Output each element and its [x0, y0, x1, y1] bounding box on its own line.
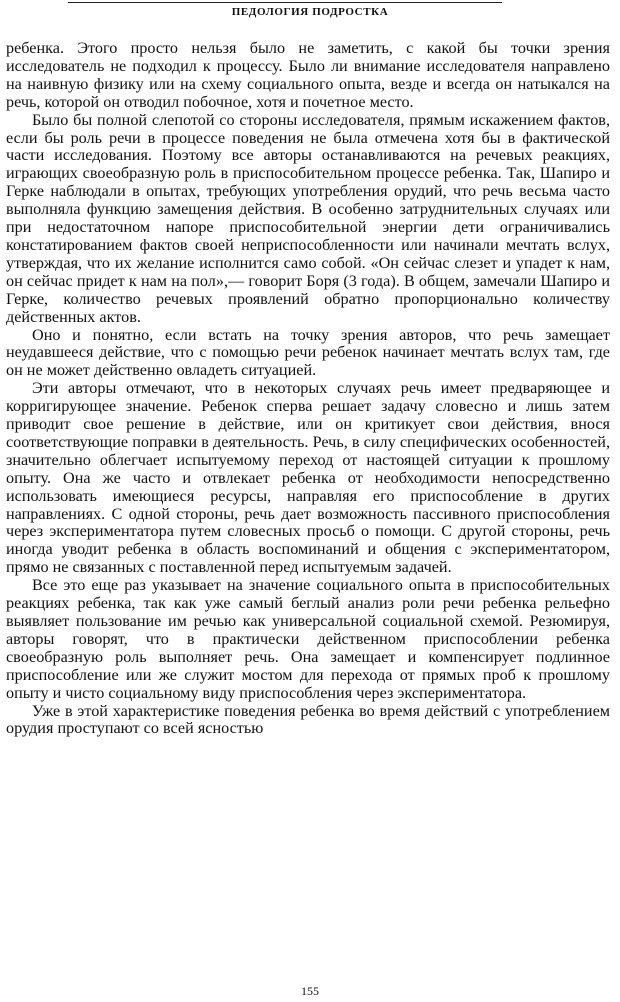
body-text	[6, 40, 610, 738]
paragraph-4: Эти авторы отмечают, что в некоторых случаях речь имеет предваряющее и корригирующее значение. Ребенок сперва решает задачу словесно и лишь затем приводит свое решение в действие, или он критикует свои действия, внося соответствующие поправки в деятельность. Речь, в силу специфических особенностей, значительно облегчает испытуемому переход от настоящей ситуации к прошлому опыту. Она же часто и отвлекает ребенка от необходимости непосредственно использовать имеющиеся ресурсы, направляя его приспособление в других направлениях. С одной стороны, речь дает возможность пассивного приспособления через экспериментатора путем словесных просьб о помощи. С другой стороны, речь иногда уводит ребенка в область воспоминаний и общения с экспериментатором, прямо не связанных с поставленной перед испытуемым задачей.	[6, 379, 610, 577]
page-number: 155	[301, 984, 319, 998]
header-rule	[68, 2, 502, 3]
paragraph-3: Оно и понятно, если встать на точку зрения авторов, что речь замещает неудавшееся действие, что с помощью речи ребенок начинает мечтать вслух там, где он не может действенно овладеть ситуацией.	[6, 325, 610, 380]
paragraph-1: ребенка. Этого просто нельзя было не заметить, с какой бы точки зрения исследователь не подходил к процессу. Было ли внимание исследователя направлено на наивную физику или на схему социального опыта, везде и всегда он натыкался на речь, которой он отводил побочное, хотя и почетное место.	[6, 39, 610, 111]
paragraph-2: Было бы полной слепотой со стороны исследователя, прямым искажением фактов, если бы роль речи в процессе поведения не была отмечена хотя бы в фактической части исследования. Поэтому все авторы останавливаются на речевых реакциях, играющих своеобразную роль в приспособительном процессе ребенка. Так, Шапиро и Герке наблюдали в опытах, требующих употребления орудий, что речь весьма часто выполняла функцию замещения действия. В особенно затруднительных случаях или при недостаточном напоре приспособительной энергии дети ограничивались констатированием фактов своей неприспособленности или начинали мечтать вслух, утверждая, что их желание исполнится само собой. «Он сейчас слезет и упадет к нам, он сейчас придет к нам на пол»,— говорит Боря (3 года). В общем, замечали Шапиро и Герке, количество речевых проявлений обратно пропорционально количеству действенных актов.	[6, 110, 610, 326]
paragraph-5: Все это еще раз указывает на значение социального опыта в приспособительных реакциях ребенка, так как уже самый беглый анализ роли речи ребенка рельефно выявляет пользование им речью как универсальной социальной схемой. Резюмируя, авторы говорят, что в практически действенном приспособлении ребенка своеобразную роль выполняет речь. Она замещает и компенсирует подлинное приспособление или же служит мостом для перехода от прямых проб к прошлому опыту и чисто социальному виду приспособления через экспериментатора.	[6, 576, 610, 702]
running-head: ПЕДОЛОГИЯ ПОДРОСТКА	[231, 6, 389, 18]
paragraph-6: Уже в этой характеристике поведения ребенка во время действий с употреблением орудия проступают со всей ясностью	[6, 701, 610, 738]
